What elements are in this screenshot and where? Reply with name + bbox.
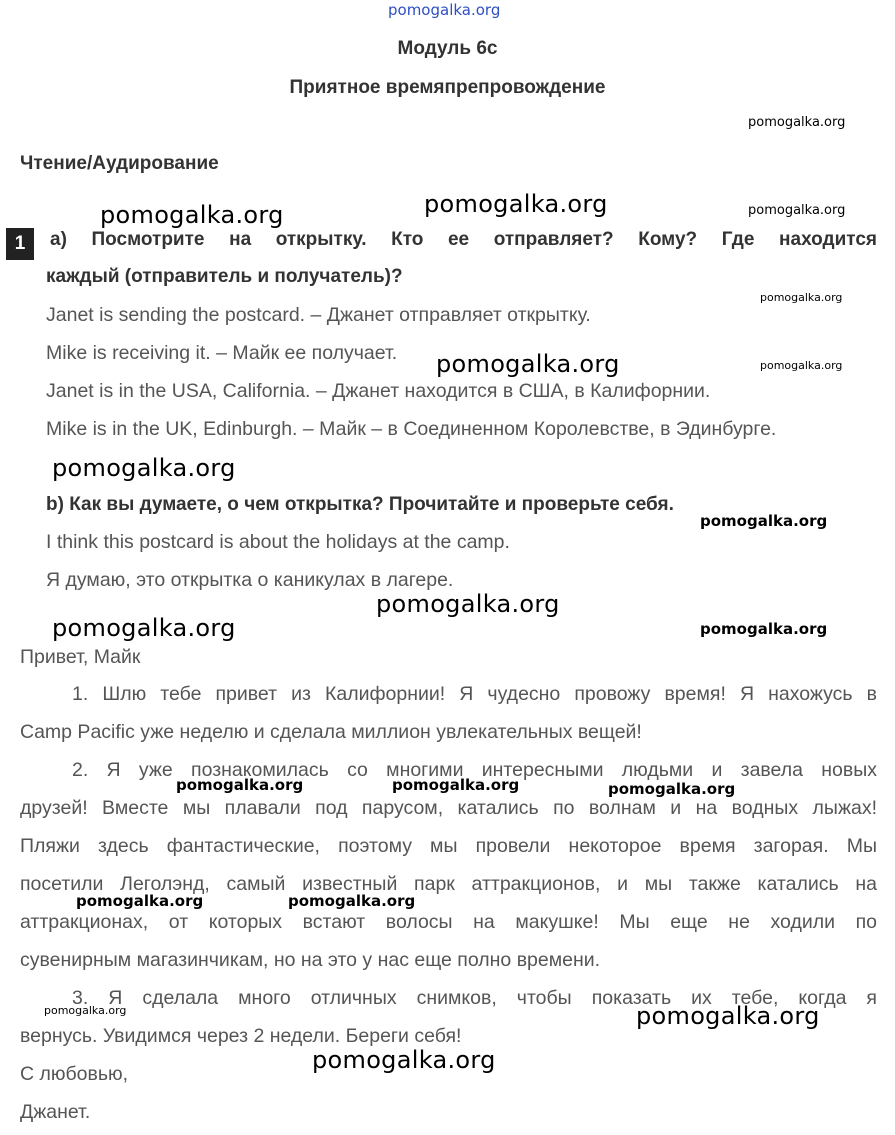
part-a-question-line1: а) Посмотрите на открытку. Кто ее отправляет? Кому? Где находится: [50, 229, 877, 250]
section-title: Чтение/Аудирование: [20, 153, 219, 174]
watermark: pomogalka.org: [312, 1046, 496, 1074]
watermark: pomogalka.org: [376, 590, 560, 618]
letter-line: посетили Леголэнд, самый известный парк аттракционов, и мы также катались на: [20, 873, 877, 895]
module-subtitle: Приятное времяпрепровождение: [289, 77, 606, 98]
module-title: Модуль 6с: [397, 38, 498, 59]
letter-line: вернусь. Увидимся через 2 недели. Береги себя!: [20, 1025, 462, 1047]
watermark: pomogalka.org: [176, 776, 304, 794]
part-a-answer: Janet is sending the postcard. – Джанет отправляет открытку.: [46, 304, 591, 326]
watermark: pomogalka.org: [100, 201, 284, 229]
letter-line: друзей! Вместе мы плавали под парусом, катались по волнам и на водных лыжах!: [20, 797, 877, 819]
letter-greeting: Привет, Майк: [20, 646, 141, 668]
watermark: pomogalka.org: [288, 892, 416, 910]
watermark: pomogalka.org: [700, 620, 828, 638]
letter-line: Camp Pacific уже неделю и сделала миллион увлекательных вещей!: [20, 721, 642, 743]
watermark: pomogalka.org: [760, 359, 843, 372]
letter-line: Пляжи здесь фантастические, поэтому мы провели некоторое время загорая. Мы: [20, 835, 877, 857]
watermark: pomogalka.org: [636, 1002, 820, 1030]
letter-line: 3. Я сделала много отличных снимков, чтобы показать их тебе, когда я: [72, 987, 877, 1009]
watermark: pomogalka.org: [748, 203, 846, 218]
watermark: pomogalka.org: [52, 454, 236, 482]
watermark: pomogalka.org: [392, 776, 520, 794]
part-a-question-line2: каждый (отправитель и получатель)?: [46, 266, 403, 287]
letter-closing: С любовью,: [20, 1063, 129, 1085]
letter-line: 1. Шлю тебе привет из Калифорнии! Я чудесно провожу время! Я нахожусь в: [72, 683, 877, 705]
part-a-answer: Janet is in the USA, California. – Джанет находится в США, в Калифорнии.: [46, 380, 711, 402]
watermark: pomogalka.org: [760, 291, 843, 304]
watermark: pomogalka.org: [76, 892, 204, 910]
letter-line: аттракционах, от которых встают волосы на макушке! Мы еще не ходили по: [20, 911, 877, 933]
watermark: pomogalka.org: [44, 1004, 127, 1017]
letter-line: сувенирным магазинчикам, но на это у нас еще полно времени.: [20, 949, 601, 971]
part-b-question: b) Как вы думаете, о чем открытка? Прочитайте и проверьте себя.: [46, 494, 674, 515]
watermark: pomogalka.org: [608, 780, 736, 798]
watermark: pomogalka.org: [748, 115, 846, 130]
watermark: pomogalka.org: [700, 512, 828, 530]
letter-line: 2. Я уже познакомилась со многими интересными людьми и завела новых: [72, 759, 877, 781]
watermark: pomogalka.org: [52, 614, 236, 642]
letter-signature: Джанет.: [20, 1101, 91, 1123]
exercise-number-badge: 1: [6, 228, 34, 260]
part-b-answer: Я думаю, это открытка о каникулах в лагере.: [46, 569, 454, 591]
watermark-top[interactable]: pomogalka.org: [388, 1, 501, 19]
part-b-answer: I think this postcard is about the holidays at the camp.: [46, 531, 510, 553]
watermark: pomogalka.org: [424, 190, 608, 218]
part-a-answer: Mike is in the UK, Edinburgh. – Майк – в Соединенном Королевстве, в Эдинбурге.: [46, 418, 777, 440]
part-a-answer: Mike is receiving it. – Майк ее получает.: [46, 342, 398, 364]
watermark: pomogalka.org: [436, 350, 620, 378]
